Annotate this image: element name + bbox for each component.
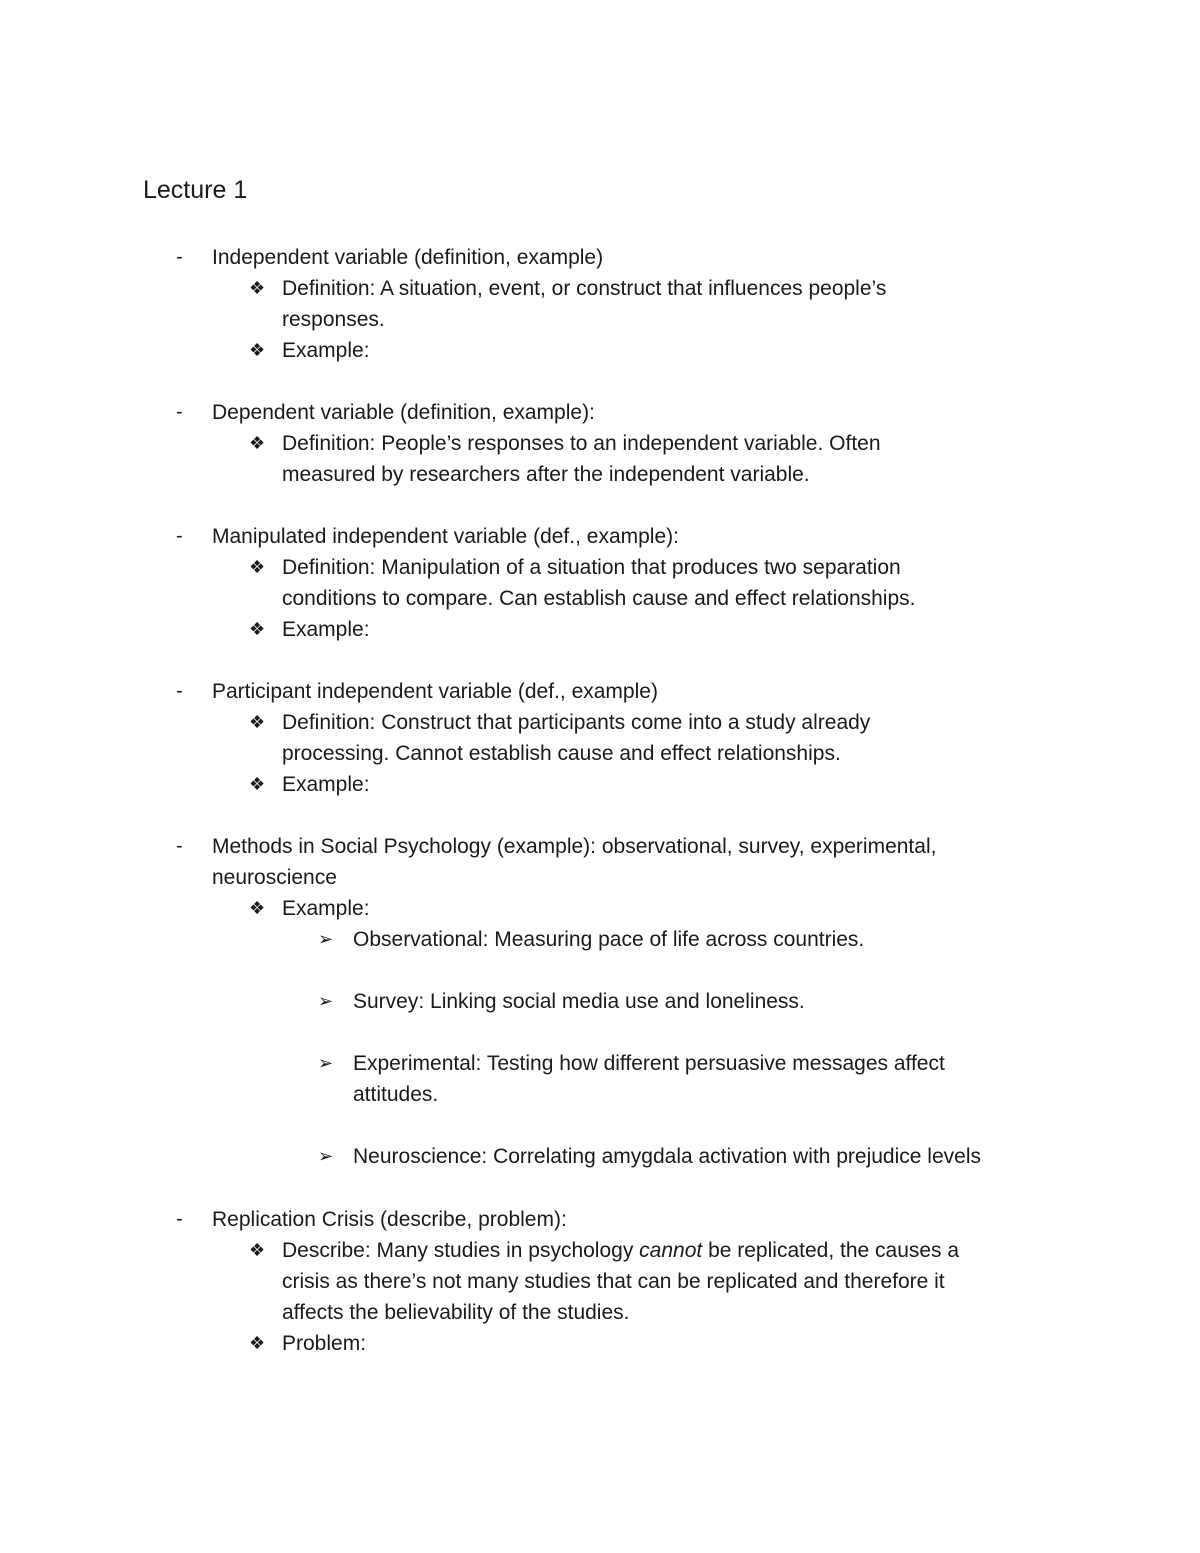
section-heading-dependent-variable: Dependent variable (definition, example): — [212, 401, 595, 424]
method-experimental-cont: attitudes. — [353, 1083, 439, 1106]
diamond-bullet-icon: ❖ — [249, 898, 266, 918]
manipulated-iv-definition-cont: conditions to compare. Can establish cause and effect relationships. — [282, 587, 916, 610]
diamond-bullet-icon: ❖ — [249, 712, 266, 732]
replication-crisis-describe-cont-2: affects the believability of the studies. — [282, 1301, 630, 1324]
arrow-bullet-icon: ➢ — [318, 1053, 334, 1073]
arrow-bullet-icon: ➢ — [318, 929, 334, 949]
describe-prefix: Describe: Many studies in psychology — [282, 1239, 640, 1262]
describe-suffix: be replicated, the causes a — [702, 1239, 960, 1262]
dash-bullet: - — [176, 835, 183, 857]
dash-bullet: - — [176, 525, 183, 547]
section-heading-manipulated-iv: Manipulated independent variable (def., example): — [212, 525, 679, 548]
diamond-bullet-icon: ❖ — [249, 340, 266, 360]
independent-variable-definition: Definition: A situation, event, or construct that influences people’s — [282, 277, 887, 300]
arrow-bullet-icon: ➢ — [318, 991, 334, 1011]
replication-crisis-describe-cont: crisis as there’s not many studies that can be replicated and therefore it — [282, 1270, 945, 1293]
dash-bullet: - — [176, 1208, 183, 1230]
method-observational: Observational: Measuring pace of life across countries. — [353, 928, 865, 951]
replication-crisis-problem: Problem: — [282, 1332, 367, 1355]
section-heading-methods-cont: neuroscience — [212, 866, 337, 889]
method-neuroscience: Neuroscience: Correlating amygdala activation with prejudice levels — [353, 1145, 981, 1168]
independent-variable-example: Example: — [282, 339, 370, 362]
section-heading-methods: Methods in Social Psychology (example): observational, survey, experimental, — [212, 835, 937, 858]
section-heading-replication-crisis: Replication Crisis (describe, problem): — [212, 1208, 567, 1231]
diamond-bullet-icon: ❖ — [249, 774, 266, 794]
diamond-bullet-icon: ❖ — [249, 557, 266, 577]
dependent-variable-definition: Definition: People’s responses to an independent variable. Often — [282, 432, 881, 455]
diamond-bullet-icon: ❖ — [249, 1333, 266, 1353]
section-heading-independent-variable: Independent variable (definition, example) — [212, 246, 604, 269]
participant-iv-definition-cont: processing. Cannot establish cause and effect relationships. — [282, 742, 841, 765]
method-experimental: Experimental: Testing how different persuasive messages affect — [353, 1052, 945, 1075]
methods-example: Example: — [282, 897, 370, 920]
dash-bullet: - — [176, 680, 183, 702]
replication-crisis-describe — [282, 1235, 959, 1266]
diamond-bullet-icon: ❖ — [249, 619, 266, 639]
diamond-bullet-icon: ❖ — [249, 433, 266, 453]
page-title: Lecture 1 — [143, 176, 248, 204]
arrow-bullet-icon: ➢ — [318, 1146, 334, 1166]
section-heading-participant-iv: Participant independent variable (def., example) — [212, 680, 658, 703]
manipulated-iv-example: Example: — [282, 618, 370, 641]
method-survey: Survey: Linking social media use and loneliness. — [353, 990, 805, 1013]
diamond-bullet-icon: ❖ — [249, 1240, 266, 1260]
dash-bullet: - — [176, 246, 183, 268]
dash-bullet: - — [176, 401, 183, 423]
manipulated-iv-definition: Definition: Manipulation of a situation that produces two separation — [282, 556, 901, 579]
participant-iv-example: Example: — [282, 773, 370, 796]
dependent-variable-definition-cont: measured by researchers after the independent variable. — [282, 463, 810, 486]
independent-variable-definition-cont: responses. — [282, 308, 385, 331]
participant-iv-definition: Definition: Construct that participants come into a study already — [282, 711, 871, 734]
diamond-bullet-icon: ❖ — [249, 278, 266, 298]
describe-emphasis: cannot — [639, 1239, 703, 1262]
